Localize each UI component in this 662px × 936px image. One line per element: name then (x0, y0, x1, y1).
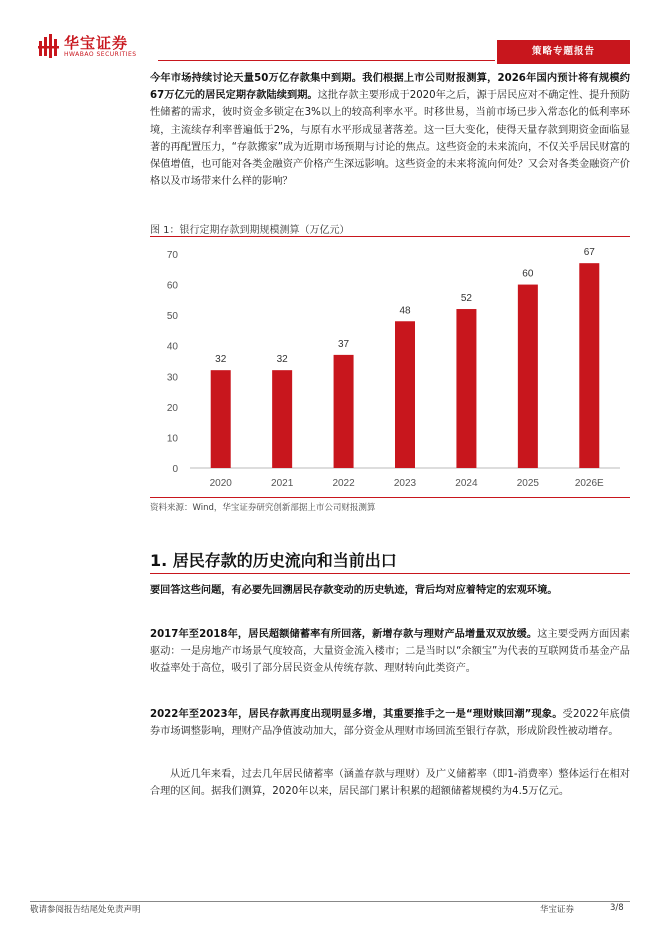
x-tick-label: 2023 (393, 478, 417, 489)
bar (456, 309, 476, 468)
section-paragraph-4 (150, 766, 630, 800)
section-paragraph-1 (150, 582, 630, 599)
y-tick-label: 30 (166, 372, 178, 384)
footer-brand: 华宝证券 (540, 905, 575, 915)
figure-top-rule (150, 236, 630, 237)
report-type-badge: 策略专题报告 (497, 40, 630, 64)
bar (334, 355, 354, 468)
section-p1-bold: 要回答这些问题，有必要先回溯居民存款变动的历史轨迹，背后均对应着特定的宏观环境。 (150, 585, 558, 596)
section-p4-body: 从近几年来看，过去几年居民储蓄率（涵盖存款与理财）及广义储蓄率（即1-消费率）整体运行在相对合理的区间。据我们测算，2020年以来，居民部门累计积累的超额储蓄规模约为4.5万亿元。 (150, 769, 630, 798)
data-label: 32 (276, 354, 288, 366)
y-tick-label: 10 (166, 433, 178, 445)
footer-disclaimer: 敬请参阅报告结尾处免责声明 (30, 905, 141, 915)
data-label: 60 (522, 268, 534, 280)
y-tick-label: 60 (166, 280, 178, 292)
x-tick-label: 2021 (271, 478, 294, 489)
footer-divider (30, 901, 630, 902)
bar (579, 263, 599, 468)
bar (518, 285, 538, 468)
x-tick-label: 2022 (332, 478, 355, 489)
y-tick-label: 0 (172, 464, 178, 475)
data-label: 32 (215, 354, 227, 366)
intro-body-text: 这批存款主要形成于2020年之后，源于居民应对不确定性、提升预防性储蓄的需求，彼时资金多锁定在3%以上的较高利率水平。时移世易，当前市场已步入常态化的低利率环境，主流续存利率普遍低于2%，与原有水平形成显著落差。这一巨大变化，使得天量存款到期资金面临显著的再配置压力，“存款搬家”成为近期市场预期与讨论的焦点。这些资金的未来流向，不仅关乎居民财富的保值增值，也可能对各类金融资产价格产生深远影响。这些资金的未来将流向何处？又会对各类金融资产价格以及市场带来什么样的影响？ (150, 90, 630, 188)
figure-source: 资料来源：Wind，华宝证券研究创新部据上市公司财报测算 (150, 503, 376, 513)
x-tick-label: 2020 (209, 478, 232, 489)
logo-text-en: HWABAO SECURITIES (64, 51, 137, 58)
data-label: 67 (583, 247, 595, 259)
intro-bold-text: 今年市场持续讨论天量50万亿存款集中到期。我们根据上市公司财报测算，2026年国内预计将有规模约67万亿元的居民定期存款陆续到期。 (150, 73, 630, 102)
x-tick-label: 2025 (516, 478, 539, 489)
y-tick-label: 20 (166, 402, 178, 414)
figure-title: 图 1：银行定期存款到期规模测算（万亿元） (150, 225, 350, 236)
section-divider (150, 573, 630, 574)
section-title: 1. 居民存款的历史流向和当前出口 (150, 551, 397, 570)
section-p3-body: 受2022年底债券市场调整影响，理财产品净值波动加大，部分资金从理财市场回流至银行存款，形成阶段性被动增存。 (150, 709, 630, 738)
section-p2-body: 这主要受两方面因素驱动：一是房地产市场景气度较高，大量资金流入楼市；二是当时以“余额宝”为代表的互联网货币基金产品收益率处于高位，吸引了部分居民资金从传统存款、理财转向此类资产。 (150, 629, 630, 675)
section-p3-bold: 2022年至2023年，居民存款再度出现明显多增，其重要推手之一是“理财赎回潮”现象。 (150, 709, 563, 720)
y-tick-label: 40 (166, 341, 178, 353)
logo-text-cn: 华宝证券 (64, 34, 129, 52)
section-paragraph-2 (150, 626, 630, 678)
data-label: 48 (399, 305, 411, 317)
page-header (0, 0, 662, 70)
data-label: 37 (338, 338, 350, 350)
section-paragraph-3 (150, 706, 630, 740)
header-divider (158, 60, 495, 61)
bar (395, 321, 415, 468)
logo-mark-icon (38, 34, 60, 58)
bar (272, 370, 292, 468)
page-number: 3/8 (610, 903, 624, 913)
deposit-maturity-chart (150, 238, 630, 496)
bar (211, 370, 231, 468)
figure-bottom-rule (150, 497, 630, 498)
intro-paragraph (150, 70, 630, 190)
section-p2-bold: 2017年至2018年，居民超额储蓄率有所回落，新增存款与理财产品增量双双放缓。 (150, 629, 538, 640)
data-label: 52 (460, 293, 472, 305)
x-tick-label: 2024 (455, 478, 478, 489)
y-tick-label: 70 (166, 250, 178, 261)
y-tick-label: 50 (166, 311, 178, 323)
x-tick-label: 2026E (574, 478, 604, 489)
